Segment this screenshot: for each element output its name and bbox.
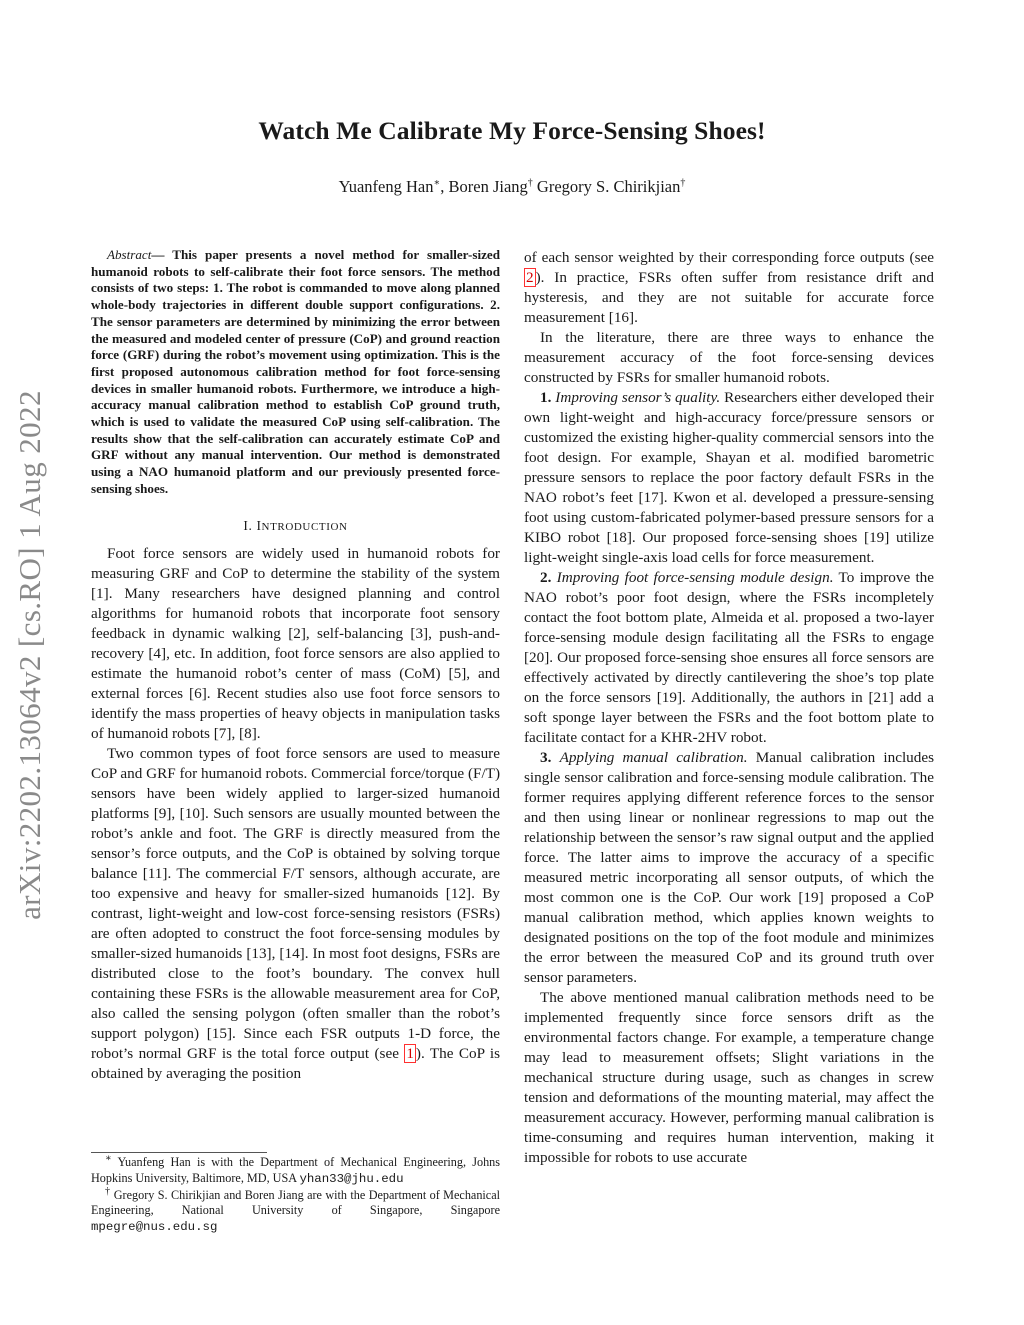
abstract-text: This paper presents a novel method for smaller-sized humanoid robots to self-calibrate their foot force sensors. The method consists of two steps: 1. The robot is commanded to move along planned whole-body trajectories in different double support configurations. 2. The sensor parameters are determined by minimizing the error between the measured and modeled center of pressure (CoP) and ground reaction force (GRF) during the robot’s movement using optimization. This is the first proposed autonomous calibration method for foot force-sensing devices in smaller humanoid robots. Furthermore, we introduce a high-accuracy manual calibration method to establish CoP ground truth, which is used to validate the measured CoP using self-calibration. The results show that the self-calibration can accurately estimate CoP and GRF without any manual intervention. Our method is demonstrated using a NAO humanoid platform and our previously presented force-sensing shoes. [91,247,500,496]
section-first-letter: I [256,517,262,533]
author-jiang: , Boren Jiang [440,177,528,196]
intro-paragraph-1: Foot force sensors are widely used in humanoid robots for measuring GRF and CoP to determine the stability of the system [1]. Many researchers have designed planning and control algorithms for humanoid robots that incorporate foot sensory feedback in dynamic walking [2], self-balancing [3], push-and-recovery [4], etc. In addition, foot force sensors are also applied to estimate the humanoid robot’s center of mass (CoM) [5], and external forces [6]. Recent studies also use foot force sensors to identify the mass properties of heavy objects in manipulation tasks of humanoid robots [7], [8]. [91,544,500,742]
item-title: Improving foot force-sensing module design. [556,569,834,586]
footnote-chirikjian-jiang [91,1185,501,1236]
footnote-text: Yuanfeng Han is with the Department of Mechanical Engineering, Johns Hopkins University, Baltimore, MD, USA [91,1155,500,1185]
figure-1-link[interactable]: 1 [406,1044,414,1062]
paragraph-text: of each sensor weighted by their corresponding force outputs (see [524,249,934,266]
abstract-dash: — [151,247,173,262]
footnote-mark: ∗ [105,1152,112,1164]
right-paragraph-6: The above mentioned manual calibration methods need to be implemented frequently since force sensors drift as the environmental factors change. For example, a temperature change may lead to measurement offsets; Slight variations in the mechanical structure during usage, such as changes in screw tension and deformations of the mounting material, may affect the measurement accuracy. However, performing manual calibration is time-consuming and requires human intervention, making it impossible for robots to use accurate [524,989,934,1166]
intro-paragraph-2 [91,744,500,1084]
author-chirikjian: Gregory S. Chirikjian [532,177,681,196]
section-title-rest: NTRODUCTION [261,520,348,533]
section-numeral: I. [243,517,257,533]
email-chirikjian[interactable]: mpegre@nus.edu.sg [91,1220,218,1235]
item-number: 2. [540,569,552,586]
author-han: Yuanfeng Han [338,177,434,196]
item-number: 1. [540,389,552,406]
item-text: Researchers either developed their own light-weight and high-accuracy force/pressure sensors or customized the existing higher-quality commercial sensors into the foot design. For example, Shayan et al. modified barometric pressure sensors to replace the poor factory default FSRs in the NAO robot’s feet [17]. Kwon et al. developed a pressure-sensing foot using custom-fabricated polymer-based pressure sensors for a KIBO robot [18]. Our proposed force-sensing shoes [19] utilize light-weight single-axis load cells for force measurement. [524,389,934,566]
affiliation-mark: ∗ [433,177,441,189]
paragraph-text: ). In practice, FSRs often suffer from resistance drift and hysteresis, and they are not suitable for accurate force measurement [16]. [524,269,934,326]
item-number: 3. [540,749,552,766]
item-text: Manual calibration includes single sensor calibration and force-sensing module calibration. The former requires applying different reference forces to the sensor and then using linear or nonlinear regressions to map out the relationship between the sensor’s raw signal output and the applied force. The latter aims to improve the accuracy of a specific measured metric incorporating all sensor outputs, of which the most common one is the CoP. Our work [19] proposed a CoP manual calibration method, which applies known weights to designated positions on the top of the foot module and minimizes the error between the measured CoP and its ground truth over sensor parameters. [524,749,935,986]
paragraph-text: Two common types of foot force sensors are used to measure CoP and GRF for humanoid robots. Commercial force/torque (F/T) sensors have been widely applied to larger-sized humanoid platforms [9], [10]. Such sensors are usually mounted between the robot’s ankle and foot. The GRF is directly measured from the sensor’s force outputs, and the CoP is obtained by solving torque balance [11]. The commercial F/T sensors, although accurate, are too expensive and heavy for smaller-sized humanoids [12]. By contrast, light-weight and low-cost force-sensing resistors (FSRs) are often adopted to construct the foot force-sensing modules by smaller-sized humanoids [13], [14]. In most foot designs, FSRs are distributed close to the foot’s boundary. The convex hull containing these FSRs is the allowable measurement area for CoP, also called the sensing polygon (often smaller than the robot’s support polygon) [15]. Since each FSR outputs 1-D force, the robot’s normal GRF is the total force output (see [91,744,501,1062]
affiliation-mark: † [680,177,686,189]
arxiv-identifier-margin [6,355,54,955]
method-item-3 [524,748,934,988]
abstract-label: Abstract [107,247,152,262]
method-item-1 [524,388,934,568]
footnote-mark: † [105,1185,111,1197]
author-line [0,177,1024,197]
right-column [524,248,934,1168]
item-title: Applying manual calibration. [559,749,748,766]
right-paragraph-2: In the literature, there are three ways to enhance the measurement accuracy of the foot force-sensing devices constructed by FSRs for smaller humanoid robots. [524,329,934,386]
paper-title: Watch Me Calibrate My Force-Sensing Shoes! [258,116,766,145]
right-paragraph-1 [524,248,934,328]
footnote-rule [91,1152,267,1153]
method-item-2 [524,568,934,748]
section-heading-introduction [91,518,500,534]
footnote-text: Gregory S. Chirikjian and Boren Jiang are with the Department of Mechanical Engineering, National University of Singapore, Singapore [91,1187,501,1218]
abstract [91,247,500,498]
item-text: To improve the NAO robot’s poor foot design, where the FSRs incompletely contact the foot bottom plate, Almeida et al. proposed a two-layer force-sensing module design facilitating all the FSRs to engage [20]. Our proposed force-sensing shoe ensures all force sensors are effectively activated by directly cantilevering the shoe’s top plate on the force sensors [19]. Additionally, the authors in [21] add a soft sponge layer between the FSRs and the foot bottom plate to facilitate contact for a KHR-2HV robot. [524,569,935,746]
footnotes [91,1152,500,1236]
arxiv-identifier: arXiv:2202.13064v2 [cs.RO] 1 Aug 2022 [12,390,47,920]
figure-2-link[interactable]: 2 [526,269,534,286]
affiliation-mark: † [527,177,533,189]
left-column [91,247,500,1084]
paragraph-text: ). The CoP is obtained by averaging the position [91,1044,500,1082]
email-han[interactable]: yhan33@jhu.edu [299,1171,404,1186]
footnote-han [91,1152,500,1188]
item-title: Improving sensor’s quality. [555,389,721,406]
